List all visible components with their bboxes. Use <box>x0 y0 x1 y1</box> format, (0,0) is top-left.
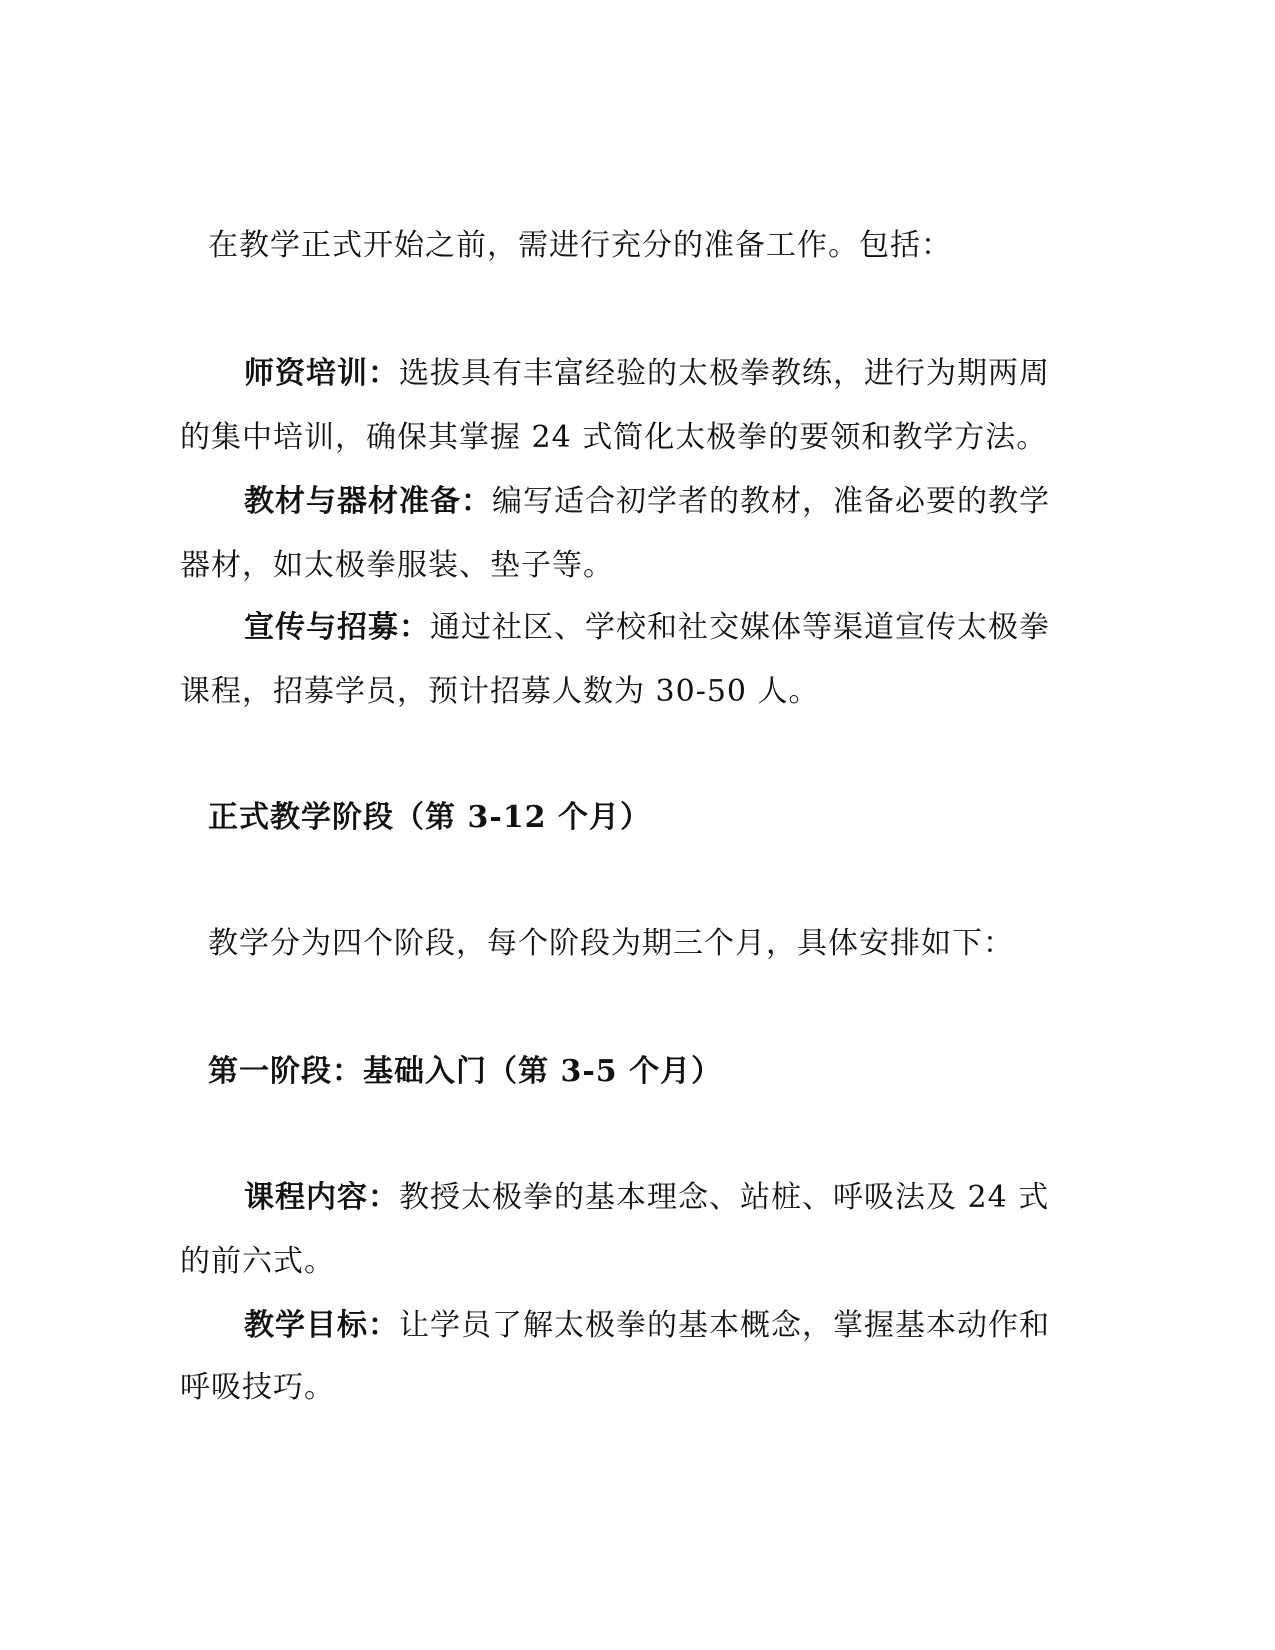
stage-one-course-content <box>244 1178 1164 1218</box>
stage-item-label: 课程内容： <box>244 1180 399 1215</box>
stage-item-continuation <box>180 1242 1100 1282</box>
intro-text: 在教学正式开始之前，需进行充分的准备工作。包括： <box>208 228 952 263</box>
prep-item-text: 编写适合初学者的教材，准备必要的教学 <box>492 484 1050 519</box>
prep-item-promotion <box>244 608 1164 648</box>
stage-item-text-continued: 呼吸技巧。 <box>180 1370 335 1405</box>
section-formal-text: 教学分为四个阶段，每个阶段为期三个月，具体安排如下： <box>208 926 1014 961</box>
prep-item-text: 选拔具有丰富经验的太极拳教练，进行为期两周 <box>399 356 1050 391</box>
prep-item-text-continued: 器材，如太极拳服装、垫子等。 <box>180 548 614 583</box>
stage-item-text-continued: 的前六式。 <box>180 1244 335 1279</box>
prep-item-label: 师资培训： <box>244 356 399 391</box>
stage-one-teaching-goal <box>244 1306 1164 1346</box>
stage-item-text: 教授太极拳的基本理念、站桩、呼吸法及 24 式 <box>399 1180 1050 1215</box>
prep-item-text-continued: 的集中培训，确保其掌握 24 式简化太极拳的要领和教学方法。 <box>180 420 1048 455</box>
prep-item-continuation <box>180 672 1100 712</box>
prep-item-label: 宣传与招募： <box>244 610 430 645</box>
section-formal-paragraph <box>208 924 1128 964</box>
stage-item-label: 教学目标： <box>244 1308 399 1343</box>
prep-item-materials <box>244 482 1164 522</box>
stage-item-continuation <box>180 1368 1100 1408</box>
prep-item-text: 通过社区、学校和社交媒体等渠道宣传太极拳 <box>430 610 1050 645</box>
section-heading-formal-teaching: 正式教学阶段（第 3-12 个月） <box>208 800 651 835</box>
prep-item-continuation <box>180 418 1100 458</box>
prep-item-label: 教材与器材准备： <box>244 484 492 519</box>
prep-item-teacher-training <box>244 354 1164 394</box>
intro-paragraph <box>208 226 1128 266</box>
stage-item-text: 让学员了解太极拳的基本概念，掌握基本动作和 <box>399 1308 1050 1343</box>
prep-item-continuation <box>180 546 1100 586</box>
prep-item-text-continued: 课程，招募学员，预计招募人数为 30-50 人。 <box>180 674 820 709</box>
section-heading-stage-one: 第一阶段：基础入门（第 3-5 个月） <box>208 1054 723 1089</box>
